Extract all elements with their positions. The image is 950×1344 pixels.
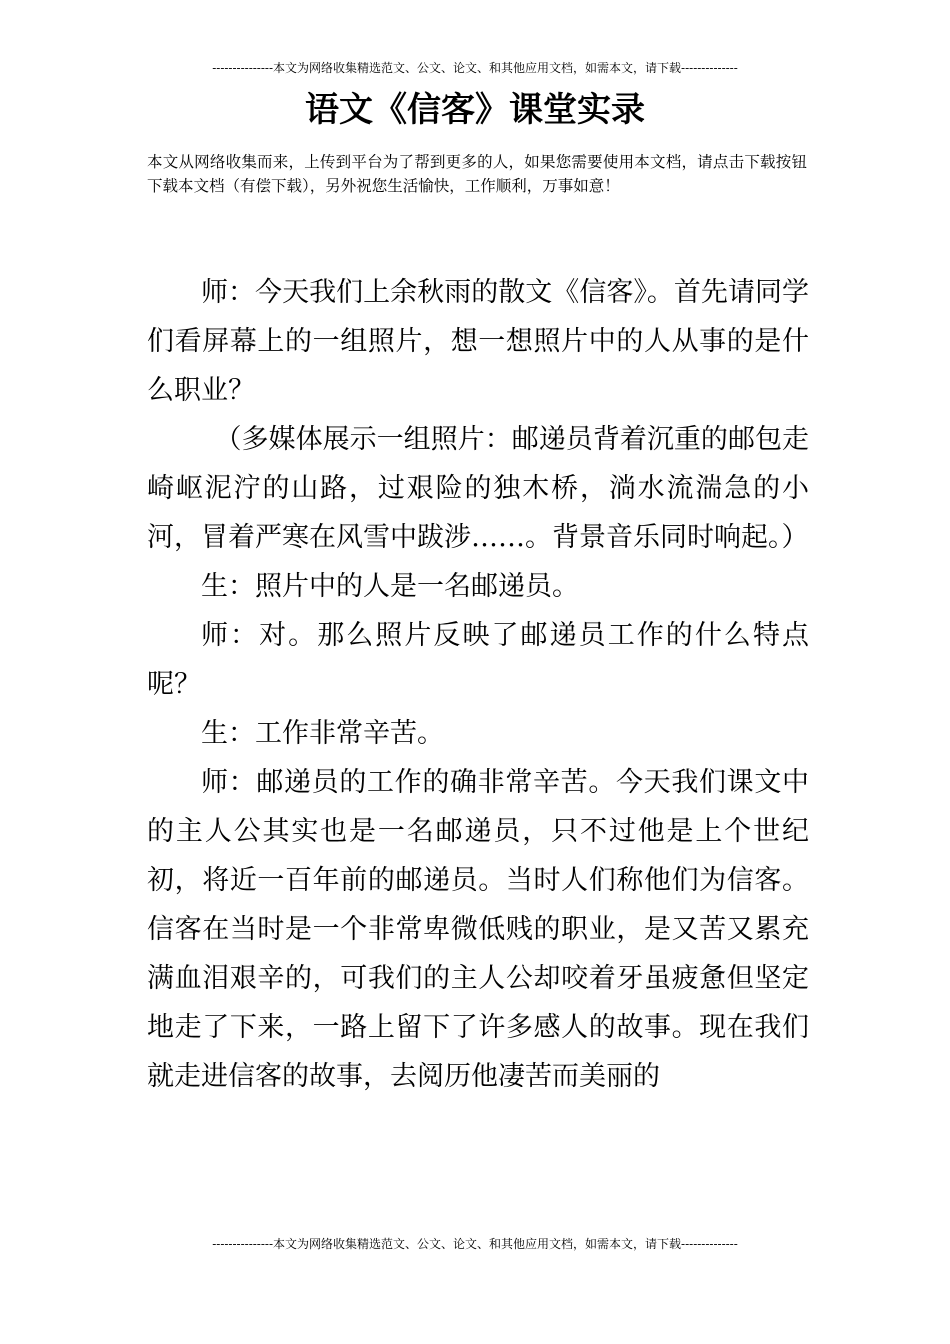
header-note: ---------------本文为网络收集精选范文、公文、论文、和其他应用文档，如需本文，请下载-------------- — [212, 61, 738, 75]
paragraph-stage-direction: （多媒体展示一组照片：邮递员背着沉重的邮包走崎岖泥泞的山路，过艰险的独木桥，淌水流湍急的小河，冒着严寒在风雪中跋涉……。背景音乐同时响起。） — [147, 424, 809, 553]
intro-note: 本文从网络收集而来，上传到平台为了帮到更多的人，如果您需要使用本文档，请点击下载按钮下载本文档（有偿下载），另外祝您生活愉快，工作顺利，万事如意！ — [147, 153, 807, 195]
paragraph: 师：今天我们上余秋雨的散文《信客》。首先请同学们看屏幕上的一组照片，想一想照片中的人从事的是什么职业？ — [147, 277, 809, 406]
body-text — [147, 268, 809, 1101]
paragraph: 生：工作非常辛苦。 — [201, 718, 444, 749]
document-title: 语文《信客》课堂实录 — [305, 90, 645, 130]
paragraph: 师：邮递员的工作的确非常辛苦。今天我们课文中的主人公其实也是一名邮递员，只不过他是上个世纪初，将近一百年前的邮递员。当时人们称他们为信客。信客在当时是一个非常卑微低贱的职业，是又苦又累充满血泪艰辛的，可我们的主人公却咬着牙虽疲惫但坚定地走了下来，一路上留下了许多感人的故事。现在我们就走进信客的故事，去阅历他凄苦而美丽的 — [147, 767, 809, 1092]
paragraph: 师：对。那么照片反映了邮递员工作的什么特点呢？ — [147, 620, 809, 700]
paragraph: 生：照片中的人是一名邮递员。 — [201, 571, 579, 602]
footer-note: ---------------本文为网络收集精选范文、公文、论文、和其他应用文档，如需本文，请下载-------------- — [212, 1237, 738, 1251]
